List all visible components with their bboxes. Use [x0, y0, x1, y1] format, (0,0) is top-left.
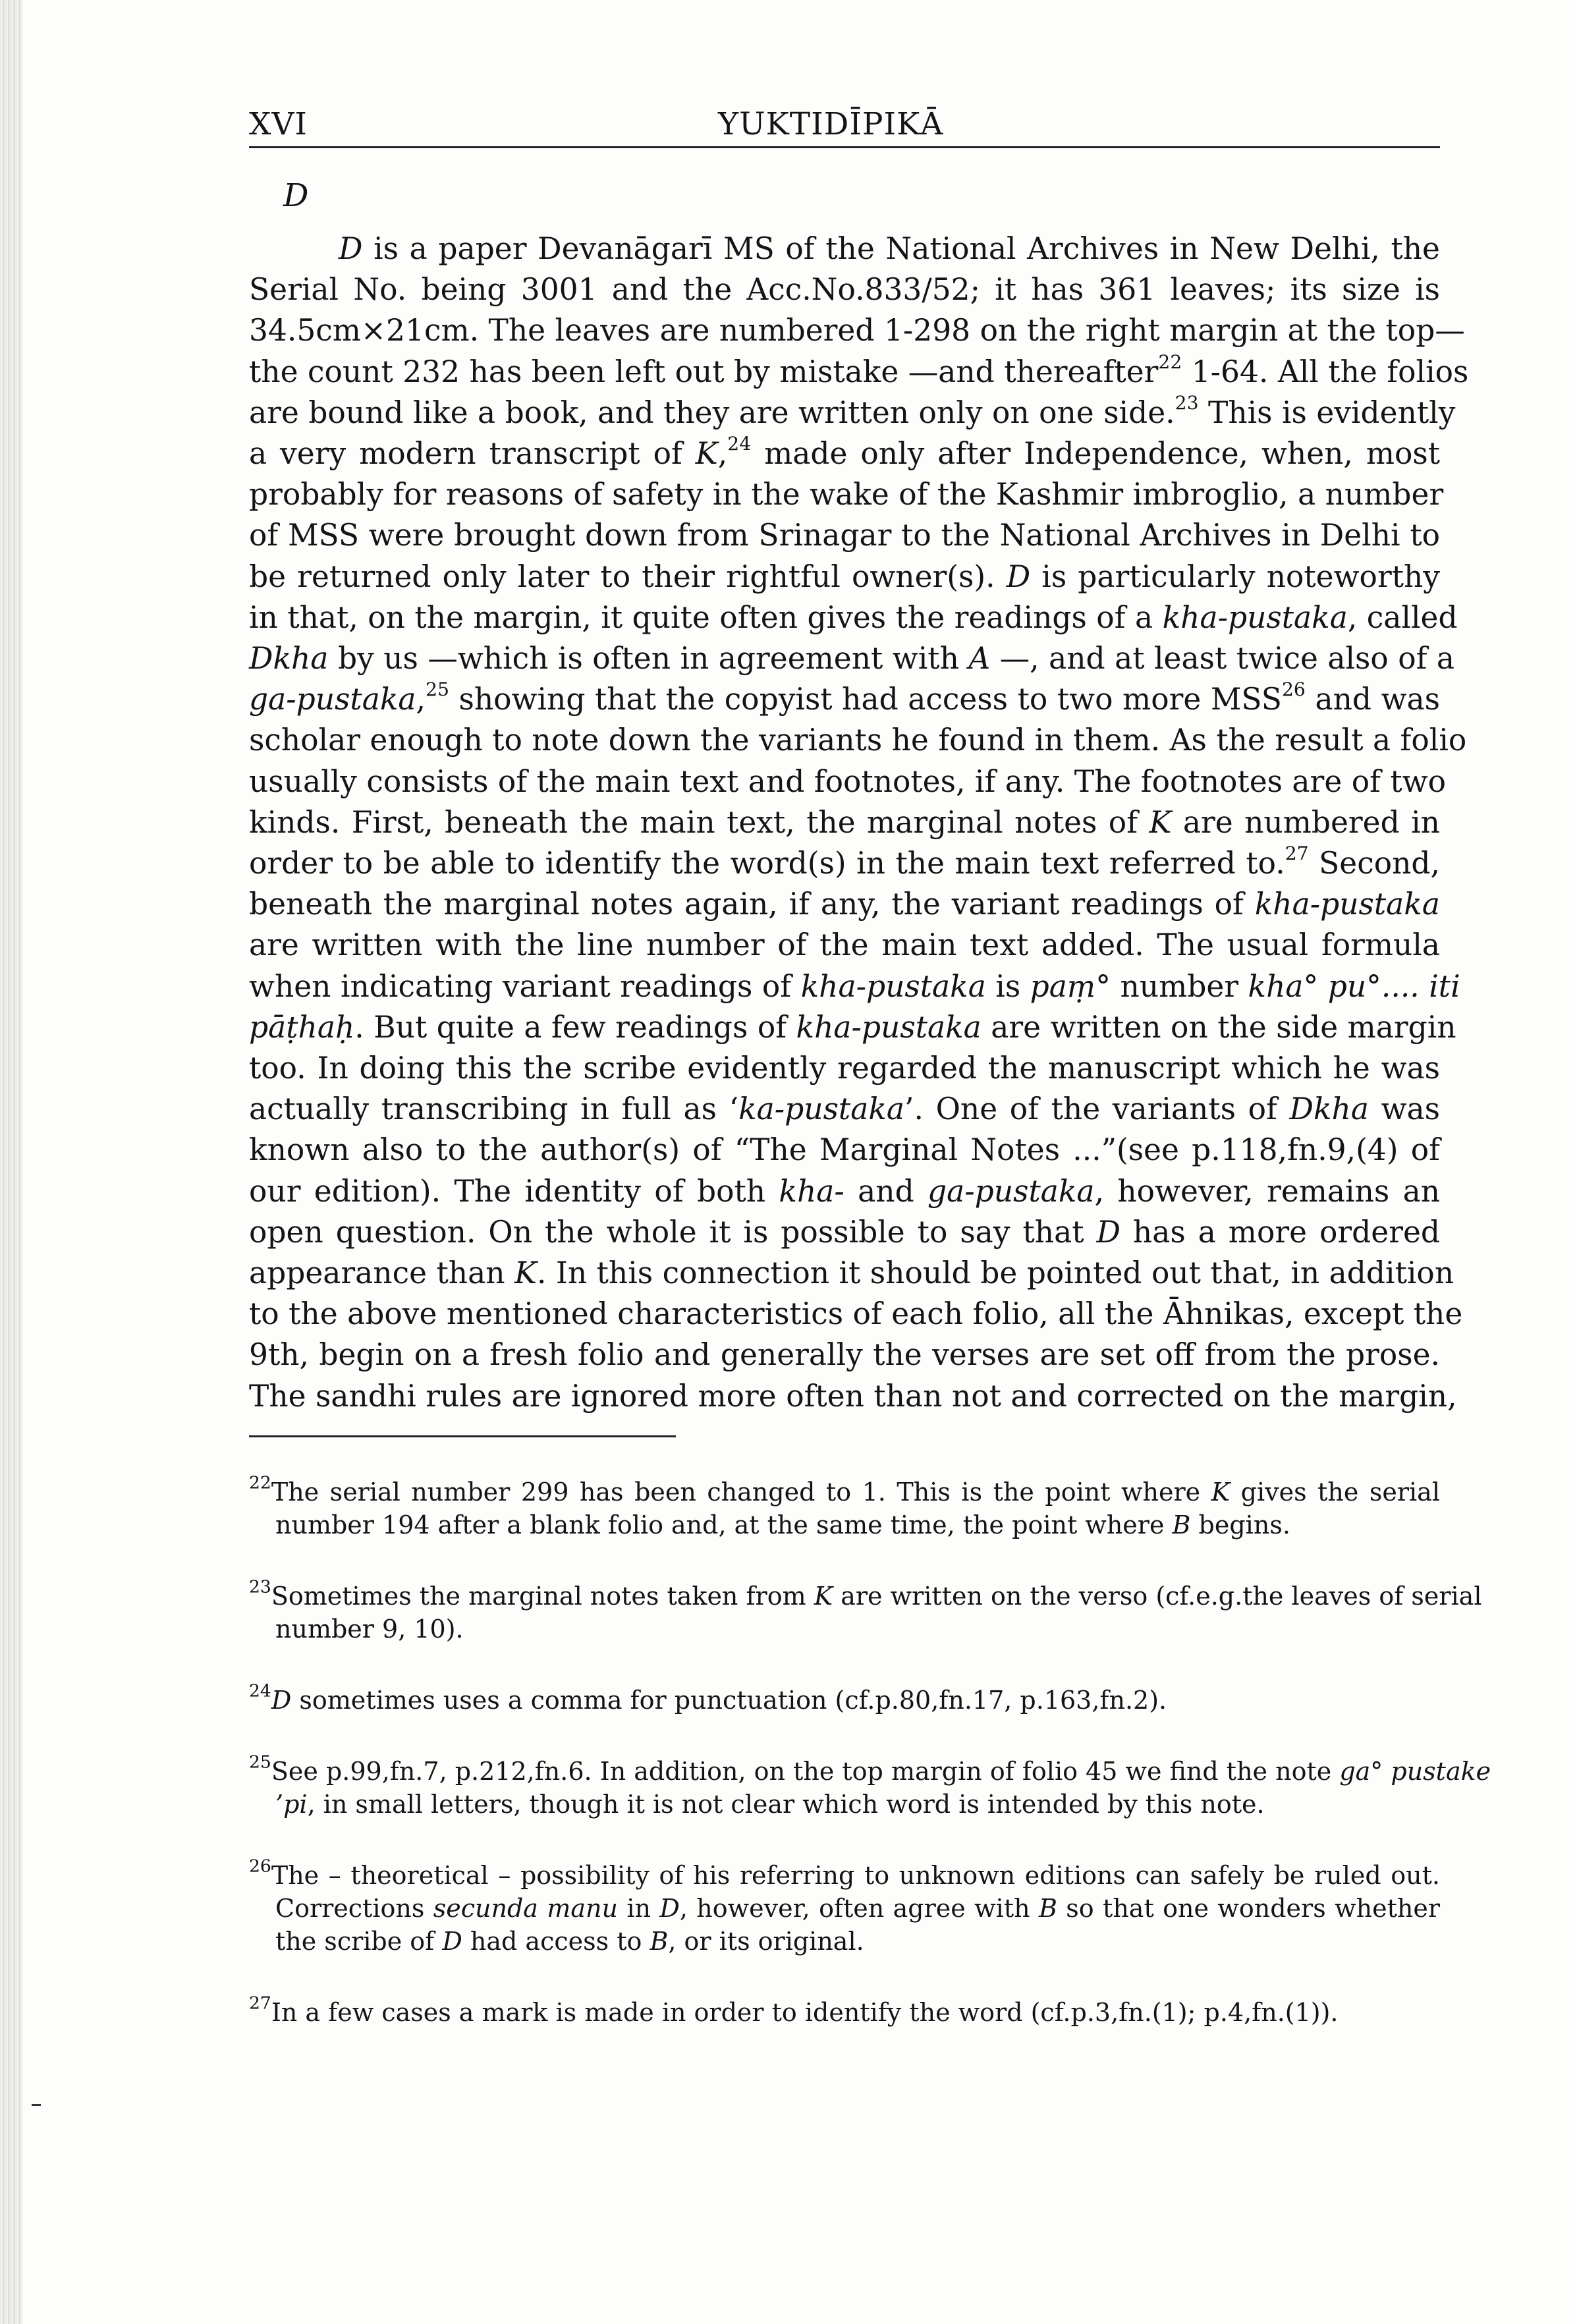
text-run: begins. [1190, 1510, 1290, 1539]
footnote-line [249, 1925, 1440, 1958]
footnote-line [249, 1752, 1491, 1788]
footnote-line [249, 1508, 1440, 1541]
footnote-line [249, 1680, 1440, 1717]
text-run: number 9, 10). [275, 1614, 464, 1644]
italic-run: ’pi [275, 1789, 308, 1819]
text-run: , however, often agree with [679, 1893, 1039, 1923]
text-run: be returned only later to their rightful owner(s). [249, 559, 1007, 594]
text-run: is particularly noteworthy [1030, 559, 1440, 594]
text-run: so that one wonders whether [1057, 1893, 1440, 1923]
text-line [249, 802, 1440, 843]
text-run: the scribe of [275, 1926, 443, 1956]
italic-run: pāṭhaḥ [249, 1009, 355, 1045]
text-line [249, 761, 1447, 802]
footnote-rule [249, 1435, 676, 1437]
text-run: , [416, 682, 426, 717]
text-run: are bound like a book, and they are written only on one side. [249, 395, 1175, 430]
text-line [249, 720, 1467, 761]
italic-run: ga-pustaka [249, 682, 416, 717]
text-line [249, 1130, 1440, 1171]
text-line [249, 966, 1460, 1007]
text-run: had access to [462, 1926, 650, 1956]
text-line [249, 1376, 1457, 1417]
text-run: has a more ordered [1120, 1214, 1440, 1250]
text-line [249, 1335, 1440, 1375]
text-run: and was [1305, 682, 1441, 717]
page-number: XVI [249, 106, 308, 142]
footnote-line [249, 1472, 1440, 1508]
text-run: are written on the side margin [981, 1009, 1456, 1045]
footnote-24 [249, 1680, 1440, 1717]
footnote-number: 27 [249, 1993, 271, 2014]
footnote-number: 24 [249, 1680, 271, 1702]
text-run: . In this connection it should be pointed out that, in addition [536, 1256, 1454, 1291]
italic-run: A [968, 641, 991, 677]
footnote-line [249, 1993, 1440, 2029]
text-line [249, 843, 1440, 884]
text-line [249, 679, 1440, 720]
italic-run: K [1149, 804, 1172, 840]
italic-run: K [1211, 1477, 1231, 1507]
text-run: Corrections [275, 1893, 433, 1923]
footnote-reference: 23 [1175, 391, 1199, 414]
italic-run: ga-pustaka [927, 1173, 1095, 1209]
italic-run: ka-pustaka [738, 1092, 905, 1127]
text-run: are written on the verso (cf.e.g.the leaves of serial [833, 1581, 1482, 1611]
text-run: scholar enough to note down the variants he found in them. As the result a folio [249, 723, 1467, 758]
text-line [249, 433, 1440, 474]
text-run: usually consists of the main text and footnotes, if any. The footnotes are of two [249, 763, 1447, 799]
text-run: , or its original. [668, 1926, 864, 1956]
section-heading: D [283, 177, 309, 214]
main-text [249, 229, 1469, 1417]
text-run: showing that the copyist had access to two more MSS [449, 682, 1282, 717]
italic-run: K [695, 436, 718, 472]
book-page [249, 99, 1491, 2067]
footnote-22 [249, 1472, 1440, 1541]
text-run: number 194 after a blank folio and, at the same time, the point where [275, 1510, 1173, 1539]
text-run: by us —which is often in agreement with [328, 641, 969, 677]
footnote-26 [249, 1856, 1440, 1958]
text-run: probably for reasons of safety in the wake of the Kashmir imbroglio, a number [249, 477, 1444, 512]
italic-run: kha- [779, 1173, 844, 1209]
italic-run: D [1006, 559, 1031, 594]
text-run: actually transcribing in full as ‘ [249, 1092, 739, 1127]
binding-edge [0, 0, 22, 2324]
running-title: YUKTIDĪPIKĀ [718, 106, 944, 142]
italic-run: B [1038, 1893, 1057, 1923]
text-run: See p.99,fn.7, p.212,fn.6. In addition, on the top margin of folio 45 we find the note [271, 1756, 1340, 1786]
text-run: are written with the line number of the main text added. The usual formula [249, 927, 1440, 963]
text-run: , called [1347, 599, 1458, 635]
text-run: The – theoretical – possibility of his referring to unknown editions can safely be ruled out. [271, 1860, 1440, 1890]
italic-run: Dkha [249, 641, 329, 677]
italic-run: paṃ° [1030, 968, 1111, 1004]
italic-run: kha-pustaka [1254, 887, 1440, 922]
text-run: beneath the marginal notes again, if any, the variant readings of [249, 887, 1255, 922]
text-run: to the above mentioned characteristics of each folio, all the Āhnikas, except the [249, 1296, 1463, 1332]
footnote-line [249, 1892, 1440, 1925]
text-line [249, 1048, 1440, 1089]
text-line [249, 1007, 1456, 1048]
text-run: kinds. First, beneath the main text, the marginal notes of [249, 804, 1149, 840]
text-run: Sometimes the marginal notes taken from [271, 1581, 814, 1611]
footnote-line [249, 1613, 1440, 1646]
footnote-25 [249, 1752, 1491, 1821]
text-line [249, 557, 1440, 597]
text-run: made only after Independence, when, most [751, 436, 1440, 472]
text-run: The serial number 299 has been changed to 1. This is the point where [271, 1477, 1211, 1507]
italic-run: D [659, 1893, 680, 1923]
italic-run: ga° pustake [1339, 1756, 1491, 1786]
text-run: ’. One of the variants of [904, 1092, 1290, 1127]
text-run: The sandhi rules are ignored more often than not and corrected on the margin, [249, 1378, 1457, 1414]
text-line [249, 269, 1440, 310]
text-line [249, 597, 1458, 638]
text-run: —, and at least twice also of a [990, 641, 1455, 677]
text-line [249, 1089, 1440, 1130]
footnote-number: 22 [249, 1472, 271, 1493]
text-line [249, 515, 1440, 556]
footnote-reference: 22 [1158, 350, 1182, 373]
italic-run: K [814, 1581, 833, 1611]
text-run: in [617, 1893, 660, 1923]
footnote-reference: 25 [426, 678, 449, 701]
italic-run: D [1096, 1214, 1120, 1250]
margin-mark [32, 2104, 41, 2106]
italic-run: B [650, 1926, 669, 1956]
text-run: Serial No. being 3001 and the Acc.No.833/52; it has 361 leaves; its size is [249, 272, 1440, 308]
text-run: too. In doing this the scribe evidently regarded the manuscript which he was [249, 1051, 1440, 1086]
text-run: 9th, begin on a fresh folio and generally the verses are set off from the prose. [249, 1337, 1440, 1373]
text-line [249, 1212, 1440, 1253]
text-run: number [1111, 968, 1248, 1004]
footnote-reference: 24 [727, 432, 752, 455]
text-run: This is evidently [1198, 395, 1456, 430]
footnote-line [249, 1788, 1440, 1821]
text-line [249, 884, 1440, 925]
footnote-number: 26 [249, 1856, 271, 1877]
text-run: sometimes uses a comma for punctuation (cf.p.80,fn.17, p.163,fn.2). [291, 1685, 1167, 1715]
text-run: 1-64. All the folios [1182, 354, 1469, 389]
text-line [249, 1294, 1463, 1335]
text-run: appearance than [249, 1256, 514, 1291]
text-run: known also to the author(s) of “The Marginal Notes ...”(see p.118,fn.9,(4) of [249, 1132, 1440, 1168]
footnote-23 [249, 1576, 1482, 1646]
italic-run: K [514, 1256, 537, 1291]
italic-run: D [271, 1685, 292, 1715]
text-run: in that, on the margin, it quite often gives the readings of a [249, 599, 1163, 635]
footnote-reference: 26 [1281, 678, 1306, 701]
text-run: order to be able to identify the word(s) in the main text referred to. [249, 846, 1285, 881]
text-run: was [1368, 1092, 1441, 1127]
text-run: open question. On the whole it is possible to say that [249, 1214, 1097, 1250]
italic-run: Dkha [1289, 1092, 1369, 1127]
text-run: a very modern transcript of [249, 436, 696, 472]
text-run: the count 232 has been left out by mistake —and thereafter [249, 354, 1159, 389]
text-run: our edition). The identity of both [249, 1173, 779, 1209]
footnote-number: 25 [249, 1752, 271, 1773]
text-line [249, 310, 1465, 351]
italic-run: kha-pustaka [796, 1009, 982, 1045]
running-header [249, 99, 1440, 148]
text-line [249, 925, 1440, 966]
text-line [249, 391, 1456, 433]
text-run: Second, [1308, 846, 1440, 881]
footnote-line [249, 1856, 1440, 1892]
text-run: , however, remains an [1094, 1173, 1441, 1209]
italic-run: kha° pu°.... iti [1248, 968, 1460, 1004]
italic-run: D [339, 231, 363, 266]
text-run: , in small letters, though it is not clear which word is intended by this note. [307, 1789, 1265, 1819]
text-run: gives the serial [1230, 1477, 1440, 1507]
text-line [249, 474, 1444, 515]
text-run: are numbered in [1171, 804, 1440, 840]
text-run: In a few cases a mark is made in order to identify the word (cf.p.3,fn.(1); p.4,fn.(1)). [271, 1997, 1339, 2027]
text-line [249, 350, 1469, 393]
text-line [249, 229, 1440, 269]
text-run: and [844, 1173, 928, 1209]
italic-run: secunda manu [433, 1893, 618, 1923]
italic-run: kha-pustaka [800, 968, 986, 1004]
text-run: of MSS were brought down from Srinagar to the National Archives in Delhi to [249, 518, 1440, 553]
text-line [249, 638, 1455, 679]
text-run: . But quite a few readings of [354, 1009, 796, 1045]
text-run: when indicating variant readings of [249, 968, 801, 1004]
footnote-line [249, 1576, 1482, 1613]
footnote-27 [249, 1993, 1440, 2029]
footnote-reference: 27 [1285, 842, 1309, 864]
italic-run: D [442, 1926, 462, 1956]
text-line [249, 1253, 1454, 1294]
italic-run: B [1172, 1510, 1191, 1539]
text-run: , [717, 436, 728, 472]
text-run: is [985, 968, 1030, 1004]
footnotes [249, 1472, 1491, 2029]
text-run: is a paper Devanāgarī MS of the National Archives in New Delhi, the [362, 231, 1440, 266]
footnote-number: 23 [249, 1576, 271, 1597]
text-run: 34.5cm×21cm. The leaves are numbered 1-298 on the right margin at the top— [249, 313, 1465, 348]
italic-run: kha-pustaka [1162, 599, 1348, 635]
text-line [249, 1171, 1440, 1212]
